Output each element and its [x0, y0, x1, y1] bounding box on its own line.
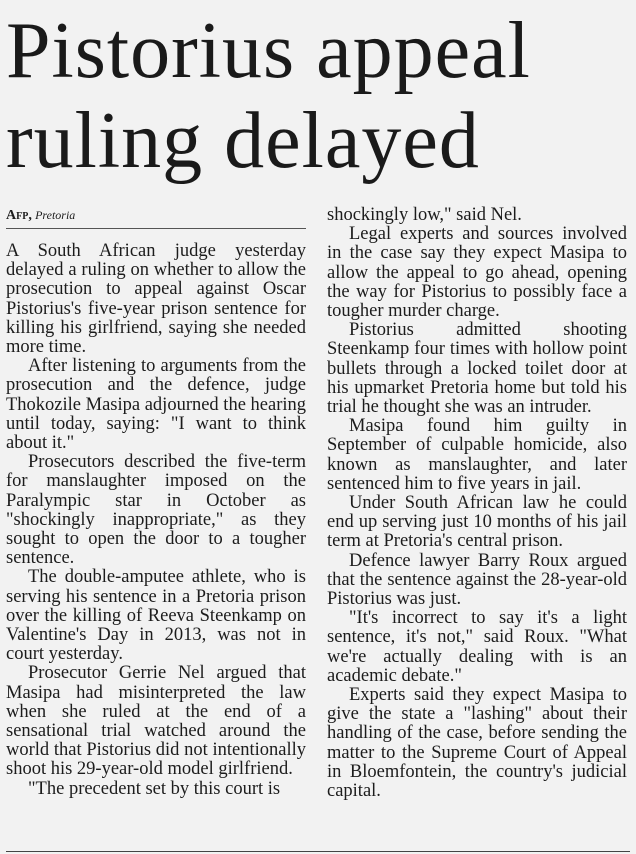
paragraph: Prosecutors described the five-term for manslaughter imposed on the Paralympic star in October as "shockingly inappropriate," as they sought to open the door to a tougher sentence.	[6, 452, 306, 569]
article-column-right	[327, 206, 627, 801]
paragraph: The double-amputee athlete, who is serving his sentence in a Pretoria prison over the killing of Reeva Steenkamp on Valentine's Day in 2013, was not in court yesterday.	[6, 567, 306, 665]
paragraph: shockingly low," said Nel.	[327, 205, 522, 225]
paragraph: After listening to arguments from the prosecution and the defence, judge Thokozile Masipa adjourned the hearing until today, saying: "I want to think about it."	[6, 356, 307, 454]
byline	[6, 205, 306, 229]
article-column-left	[6, 205, 306, 799]
byline-agency: Afp,	[6, 208, 32, 223]
paragraph: "The precedent set by this court is	[28, 778, 281, 799]
paragraph: "It's incorrect to say it's a light sentence, it's not," said Roux. "What we're actually dealing with is an academic debate."	[327, 608, 627, 686]
headline: Pistorius appeal ruling delayed	[6, 7, 531, 185]
paragraph: Pistorius admitted shooting Steenkamp four times with hollow point bullets through a locked toilet door at his upmarket Pretoria home but told his trial he thought she was an intruder.	[327, 320, 627, 418]
paragraph: Masipa found him guilty in September of culpable homicide, also known as manslaughter, and later sentenced him to five years in jail.	[327, 416, 627, 494]
paragraph: A South African judge yesterday delayed a ruling on whether to allow the prosecution to appeal against Oscar Pistorius's five-year prison sentence for killing his girlfriend, saying she needed more time.	[6, 241, 306, 358]
paragraph: Prosecutor Gerrie Nel argued that Masipa had misinterpreted the law when she ruled at the end of a sensational trial watched around the world that Pistorius did not intentionally shoot his 29-year-old model girlfriend.	[6, 663, 306, 780]
paragraph: Defence lawyer Barry Roux argued that the sentence against the 28-year-old Pistorius was just.	[327, 550, 627, 610]
paragraph: Legal experts and sources involved in the case say they expect Masipa to allow the appeal to go ahead, opening the way for Pistorius to possibly face a tougher murder charge.	[327, 224, 627, 322]
paragraph: Experts said they expect Masipa to give the state a "lashing" about their handling of the case, before sending the matter to the Supreme Court of Appeal in Bloemfontein, the country's judicial capital.	[327, 685, 627, 802]
byline-place: Pretoria	[35, 208, 76, 222]
paragraph: Under South African law he could end up serving just 10 months of his jail term at Pretoria's central prison.	[327, 493, 627, 552]
bottom-rule	[6, 851, 630, 852]
